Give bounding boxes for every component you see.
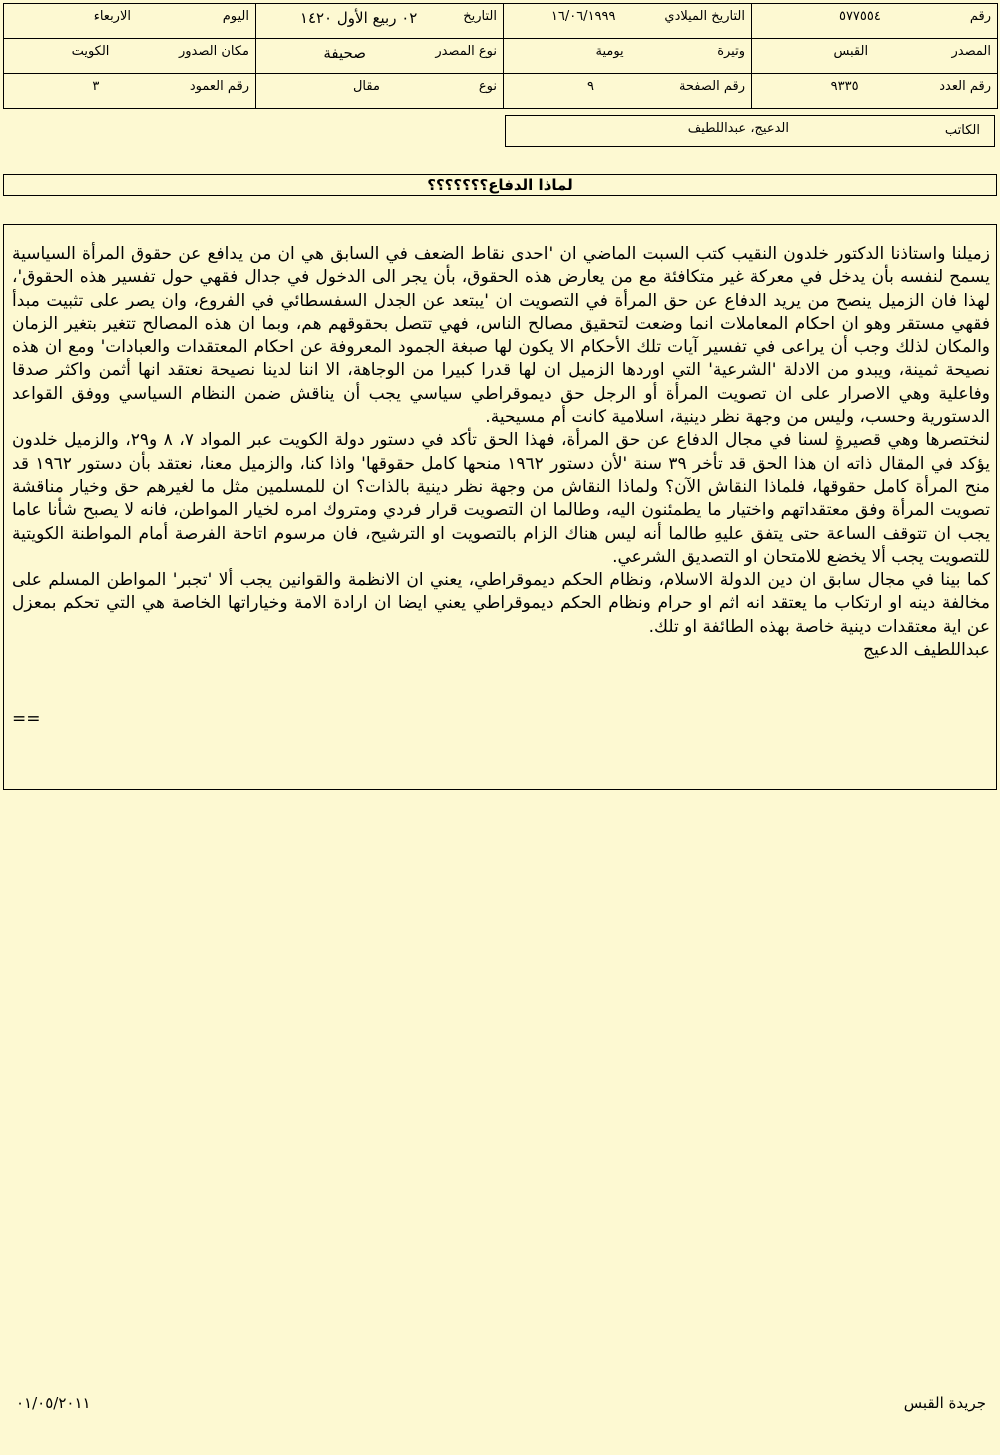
meta-label: اليوم: [222, 9, 249, 24]
meta-type-cell: [256, 74, 504, 109]
meta-value: ٣: [92, 79, 100, 94]
page-footer: [0, 1394, 1000, 1414]
meta-label: نوع المصدر: [435, 44, 497, 59]
meta-value: مقال: [352, 79, 380, 94]
meta-value: ٩٣٣٥: [830, 79, 859, 94]
meta-label: نوع: [478, 79, 497, 94]
article-paragraph: زميلنا واستاذنا الدكتور خلدون النقيب كتب السبت الماضي ان 'احدى نقاط الضعف في السابق هي ان من يدافع عن حقوق المرأة السياسية يسمح لنفسه بأن يدخل في معركة غير متكافئة مع من يعارض هذه الحقوق، بأن يجر الى الدخول في جدال فقهي حول تفسير هذه الحقوق'، لهذا فان الزميل ينصح من يريد الدفاع عن حق المرأة في التصويت ان 'يبتعد عن الجدل السفسطائي في الفروع، وان يصر على تثبيت مبدأ فقهي مستقر وهو ان احكام المعاملات انما وضعت لتحقيق مصالح الناس، فهي تتصل بحقوقهم هم، وبما ان هذه المصالح تتغير بتغير الزمان والمكان لذلك وجب أن يراعى في تفسير آيات تلك الأحكام الا يكون لها صبغة الجمود المعروفة عن احكام المعتقدات والعبادات' ومع ان هذه نصيحة ثمينة، ويبدو من الادلة 'الشرعية' التي اوردها الزميل ان لها قدرا كبيرا من الوجاهة، الا اننا لدينا نصيحة نعتقد انها أثمن واكثر صدقا وفاعلية وهي الاصرار على ان تصويت المرأة أو الرجل حق ديموقراطي سياسي يجب أن يناقش ضمن النظام السياسي ووفق القواعد الدستورية وحسب، وليس من وجهة نظر دينية، اسلامية كانت أم مسيحية.: [12, 244, 990, 428]
meta-column-cell: [4, 74, 256, 109]
author-box: [505, 115, 995, 147]
meta-source-cell: [752, 39, 998, 74]
meta-gregorian-date-cell: [504, 4, 752, 39]
meta-label: رقم العدد: [939, 79, 991, 94]
meta-value: القبس: [833, 44, 869, 59]
meta-source-type-cell: [256, 39, 504, 74]
article-body: [3, 224, 997, 790]
meta-place-cell: [4, 39, 256, 74]
meta-label: وتيرة: [717, 44, 745, 59]
metadata-row-3: [4, 74, 998, 109]
article-paragraph: كما بينا في مجال سابق ان دين الدولة الاسلام، ونظام الحكم ديموقراطي، يعني ان الانظمة والقوانين يجب ألا 'تجبر' المواطن المسلم على مخالفة دينه او ارتكاب ما يعتقد انه اثم او حرام ونظام الحكم ديموقراطي يعني ايضا ان ارادة الامة وخياراتها الخاصة هي التي تحكم بمعزل عن اية معتقدات دينية خاصة بهذه الطائفة او تلك.: [12, 570, 990, 637]
meta-label: التاريخ الميلادي: [664, 9, 745, 24]
meta-value: ٠٢ ربيع الأول ١٤٢٠: [299, 9, 418, 27]
article-end-mark: ==: [12, 709, 41, 730]
metadata-table: [3, 3, 998, 109]
meta-label: مكان الصدور: [178, 44, 249, 59]
meta-day-cell: [4, 4, 256, 39]
meta-page-cell: [504, 74, 752, 109]
meta-label: المصدر: [951, 44, 991, 59]
meta-value: ٩: [586, 79, 594, 94]
meta-value: ٥٧٧٥٥٤: [838, 9, 881, 24]
meta-value: يومية: [595, 44, 624, 59]
meta-label: رقم: [969, 9, 991, 24]
article-title: لماذا الدفاع؟؟؟؟؟؟؟: [3, 174, 997, 196]
metadata-row-2: [4, 39, 998, 74]
author-name: الدعيج، عبداللطيف: [687, 121, 789, 136]
footer-source: جريدة القبس: [903, 1394, 986, 1412]
meta-number-cell: [752, 4, 998, 39]
meta-issue-cell: [752, 74, 998, 109]
meta-label: التاريخ: [463, 9, 497, 24]
meta-value: صحيفة: [323, 44, 366, 62]
metadata-row-1: [4, 4, 998, 39]
article-signature: عبداللطيف الدعيج: [863, 640, 990, 661]
meta-hijri-date-cell: [256, 4, 504, 39]
author-label: الكاتب: [944, 123, 980, 138]
meta-frequency-cell: [504, 39, 752, 74]
meta-value: الكويت: [71, 44, 110, 59]
meta-label: رقم الصفحة: [678, 79, 745, 94]
footer-date: ٠١/٠٥/٢٠١١: [16, 1394, 91, 1412]
article-paragraph: لنختصرها وهي قصيرةٍ لسنا في مجال الدفاع عن حق المرأة، فهذا الحق تأكد في دستور دولة الكويت عبر المواد ٧، ٨ و٢٩، والزميل خلدون يؤكد في المقال ذاته ان هذا الحق قد تأخر ٣٩ سنة 'لأن دستور ١٩٦٢ منحها كامل حقوقها' واذا كنا، والزميل معنا، نعتقد بأن دستور ١٩٦٢ قد منح المرأة كامل حقوقها، فلماذا النقاش الآن؟ ولماذا النقاش من وجهة نظر دينية بالذات؟ ان للمسلمين مثل ما لغيرهم حق وخيار مناقشة تصويت المرأة وفق معتقداتهم واختيار ما يطمئنون اليه، وطالما ان التصويت قرار فردي ومتروك امره لخيار المواطن، فانه لا يصبح شأنا عاما يجب ان تتوقف الساعة حتى يتفق عليهِ طالما أنه ليس هناك الزام بالتصويت او الترشيح، فان مرسوم اتاحة الفرصة أمام المواطنة الكويتية للتصويت يجب ألا يخضع للامتحان او التصديق الشرعي.: [12, 430, 991, 567]
meta-value: ١٦/٠٦/١٩٩٩: [550, 9, 616, 24]
meta-value: الاربعاء: [93, 9, 131, 24]
meta-label: رقم العمود: [189, 79, 249, 94]
